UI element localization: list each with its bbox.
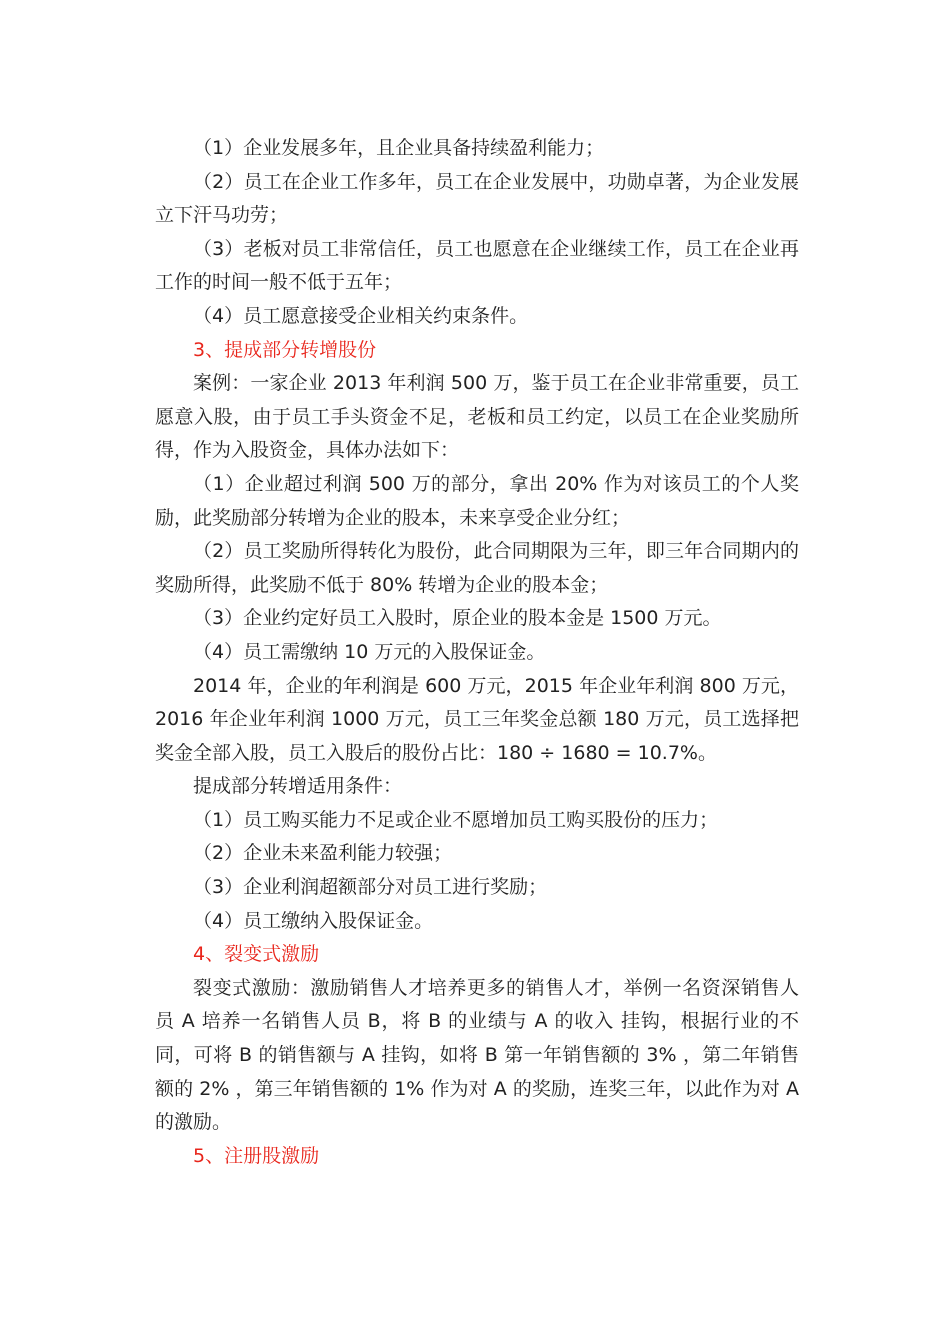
section-heading-4: 4、裂变式激励 (193, 943, 320, 966)
condition-item-2: （2）员工在企业工作多年，员工在企业发展中，功勋卓著，为企业发展立下汗马功劳； (155, 170, 799, 227)
section-heading-3: 3、提成部分转增股份 (193, 338, 377, 361)
case-paragraph: 案例：一家企业 2013 年利润 500 万，鉴于员工在企业非常重要，员工愿意入股，由于员工手头资金不足，老板和员工约定，以员工在企业奖励所得，作为入股资金，具体办法如下： (155, 372, 799, 462)
applicable-conditions-title: 提成部分转增适用条件： (193, 775, 403, 798)
applicable-item-2: （2）企业未来盈利能力较强； (193, 842, 453, 865)
method-item-4: （4）员工需缴纳 10 万元的入股保证金。 (193, 640, 546, 663)
section-heading-5: 5、注册股激励 (193, 1144, 320, 1167)
applicable-item-4: （4）员工缴纳入股保证金。 (193, 909, 434, 932)
condition-item-4: （4）员工愿意接受企业相关约束条件。 (193, 304, 529, 327)
applicable-item-1: （1）员工购买能力不足或企业不愿增加员工购买股份的压力； (193, 808, 719, 831)
condition-item-3: （3）老板对员工非常信任，员工也愿意在企业继续工作，员工在企业再工作的时间一般不低于五年； (155, 237, 799, 294)
fission-paragraph: 裂变式激励：激励销售人才培养更多的销售人才，举例一名资深销售人员 A 培养一名销售人员 B，将 B 的业绩与 A 的收入 挂钩，根据行业的不同，可将 B 的销售额与 A 挂钩，如将 B 第一年销售额的 3% ，第二年销售额的 2% ，第三年销售额的 1% 作为对 A 的奖励，连奖三年，以此作为对 A 的激励。 (155, 976, 799, 1134)
profit-paragraph: 2014 年，企业的年利润是 600 万元，2015 年企业年利润 800 万元，2016 年企业年利润 1000 万元，员工三年奖金总额 180 万元，员工选择把奖金全部入股，员工入股后的股份占比：180 ÷ 1680 = 10.7%。 (155, 674, 799, 764)
condition-item-1: （1）企业发展多年，且企业具备持续盈利能力； (193, 137, 605, 159)
method-item-1: （1）企业超过利润 500 万的部分，拿出 20% 作为对该员工的个人奖励，此奖励部分转增为企业的股本，未来享受企业分红； (155, 472, 799, 529)
applicable-item-3: （3）企业利润超额部分对员工进行奖励； (193, 876, 548, 899)
method-item-3: （3）企业约定好员工入股时，原企业的股本金是 1500 万元。 (193, 607, 722, 630)
document-page (155, 132, 799, 1173)
method-item-2: （2）员工奖励所得转化为股份，此合同期限为三年，即三年合同期内的奖励所得，此奖励不低于 80% 转增为企业的股本金； (155, 540, 799, 596)
